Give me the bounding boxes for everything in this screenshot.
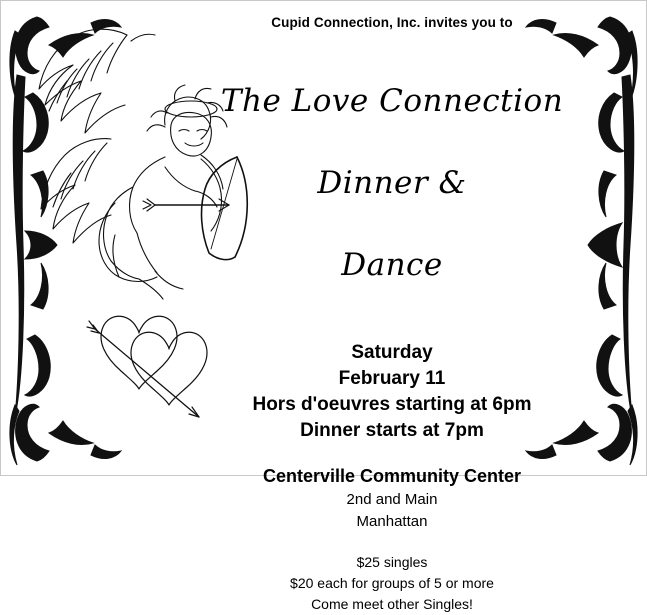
venue-name: Centerville Community Center bbox=[262, 465, 522, 486]
venue-street: 2nd and Main bbox=[346, 490, 438, 508]
event-venue bbox=[197, 464, 587, 533]
invitation-text-block bbox=[197, 15, 587, 615]
event-title-line-3: Dance bbox=[341, 246, 443, 283]
pricing-groups: $20 each for groups of 5 or more bbox=[290, 575, 494, 592]
venue-city: Manhattan bbox=[356, 512, 428, 530]
event-pricing bbox=[197, 552, 587, 614]
schedule-dinner: Dinner starts at 7pm bbox=[300, 419, 484, 441]
event-title-line-2: Dinner & bbox=[317, 164, 467, 201]
schedule-hors-doeuvres: Hors d'oeuvres starting at 6pm bbox=[252, 394, 532, 415]
host-line: Cupid Connection, Inc. invites you to bbox=[271, 15, 513, 30]
event-schedule bbox=[197, 340, 587, 443]
schedule-date: February 11 bbox=[338, 368, 446, 390]
event-title-line-1: The Love Connection bbox=[220, 82, 564, 119]
scroll-flourish-border-left-icon bbox=[5, 5, 125, 473]
pricing-singles: $25 singles bbox=[356, 554, 428, 571]
event-title bbox=[197, 40, 587, 326]
pricing-callout: Come meet other Singles! bbox=[311, 595, 473, 612]
schedule-day: Saturday bbox=[351, 342, 433, 364]
